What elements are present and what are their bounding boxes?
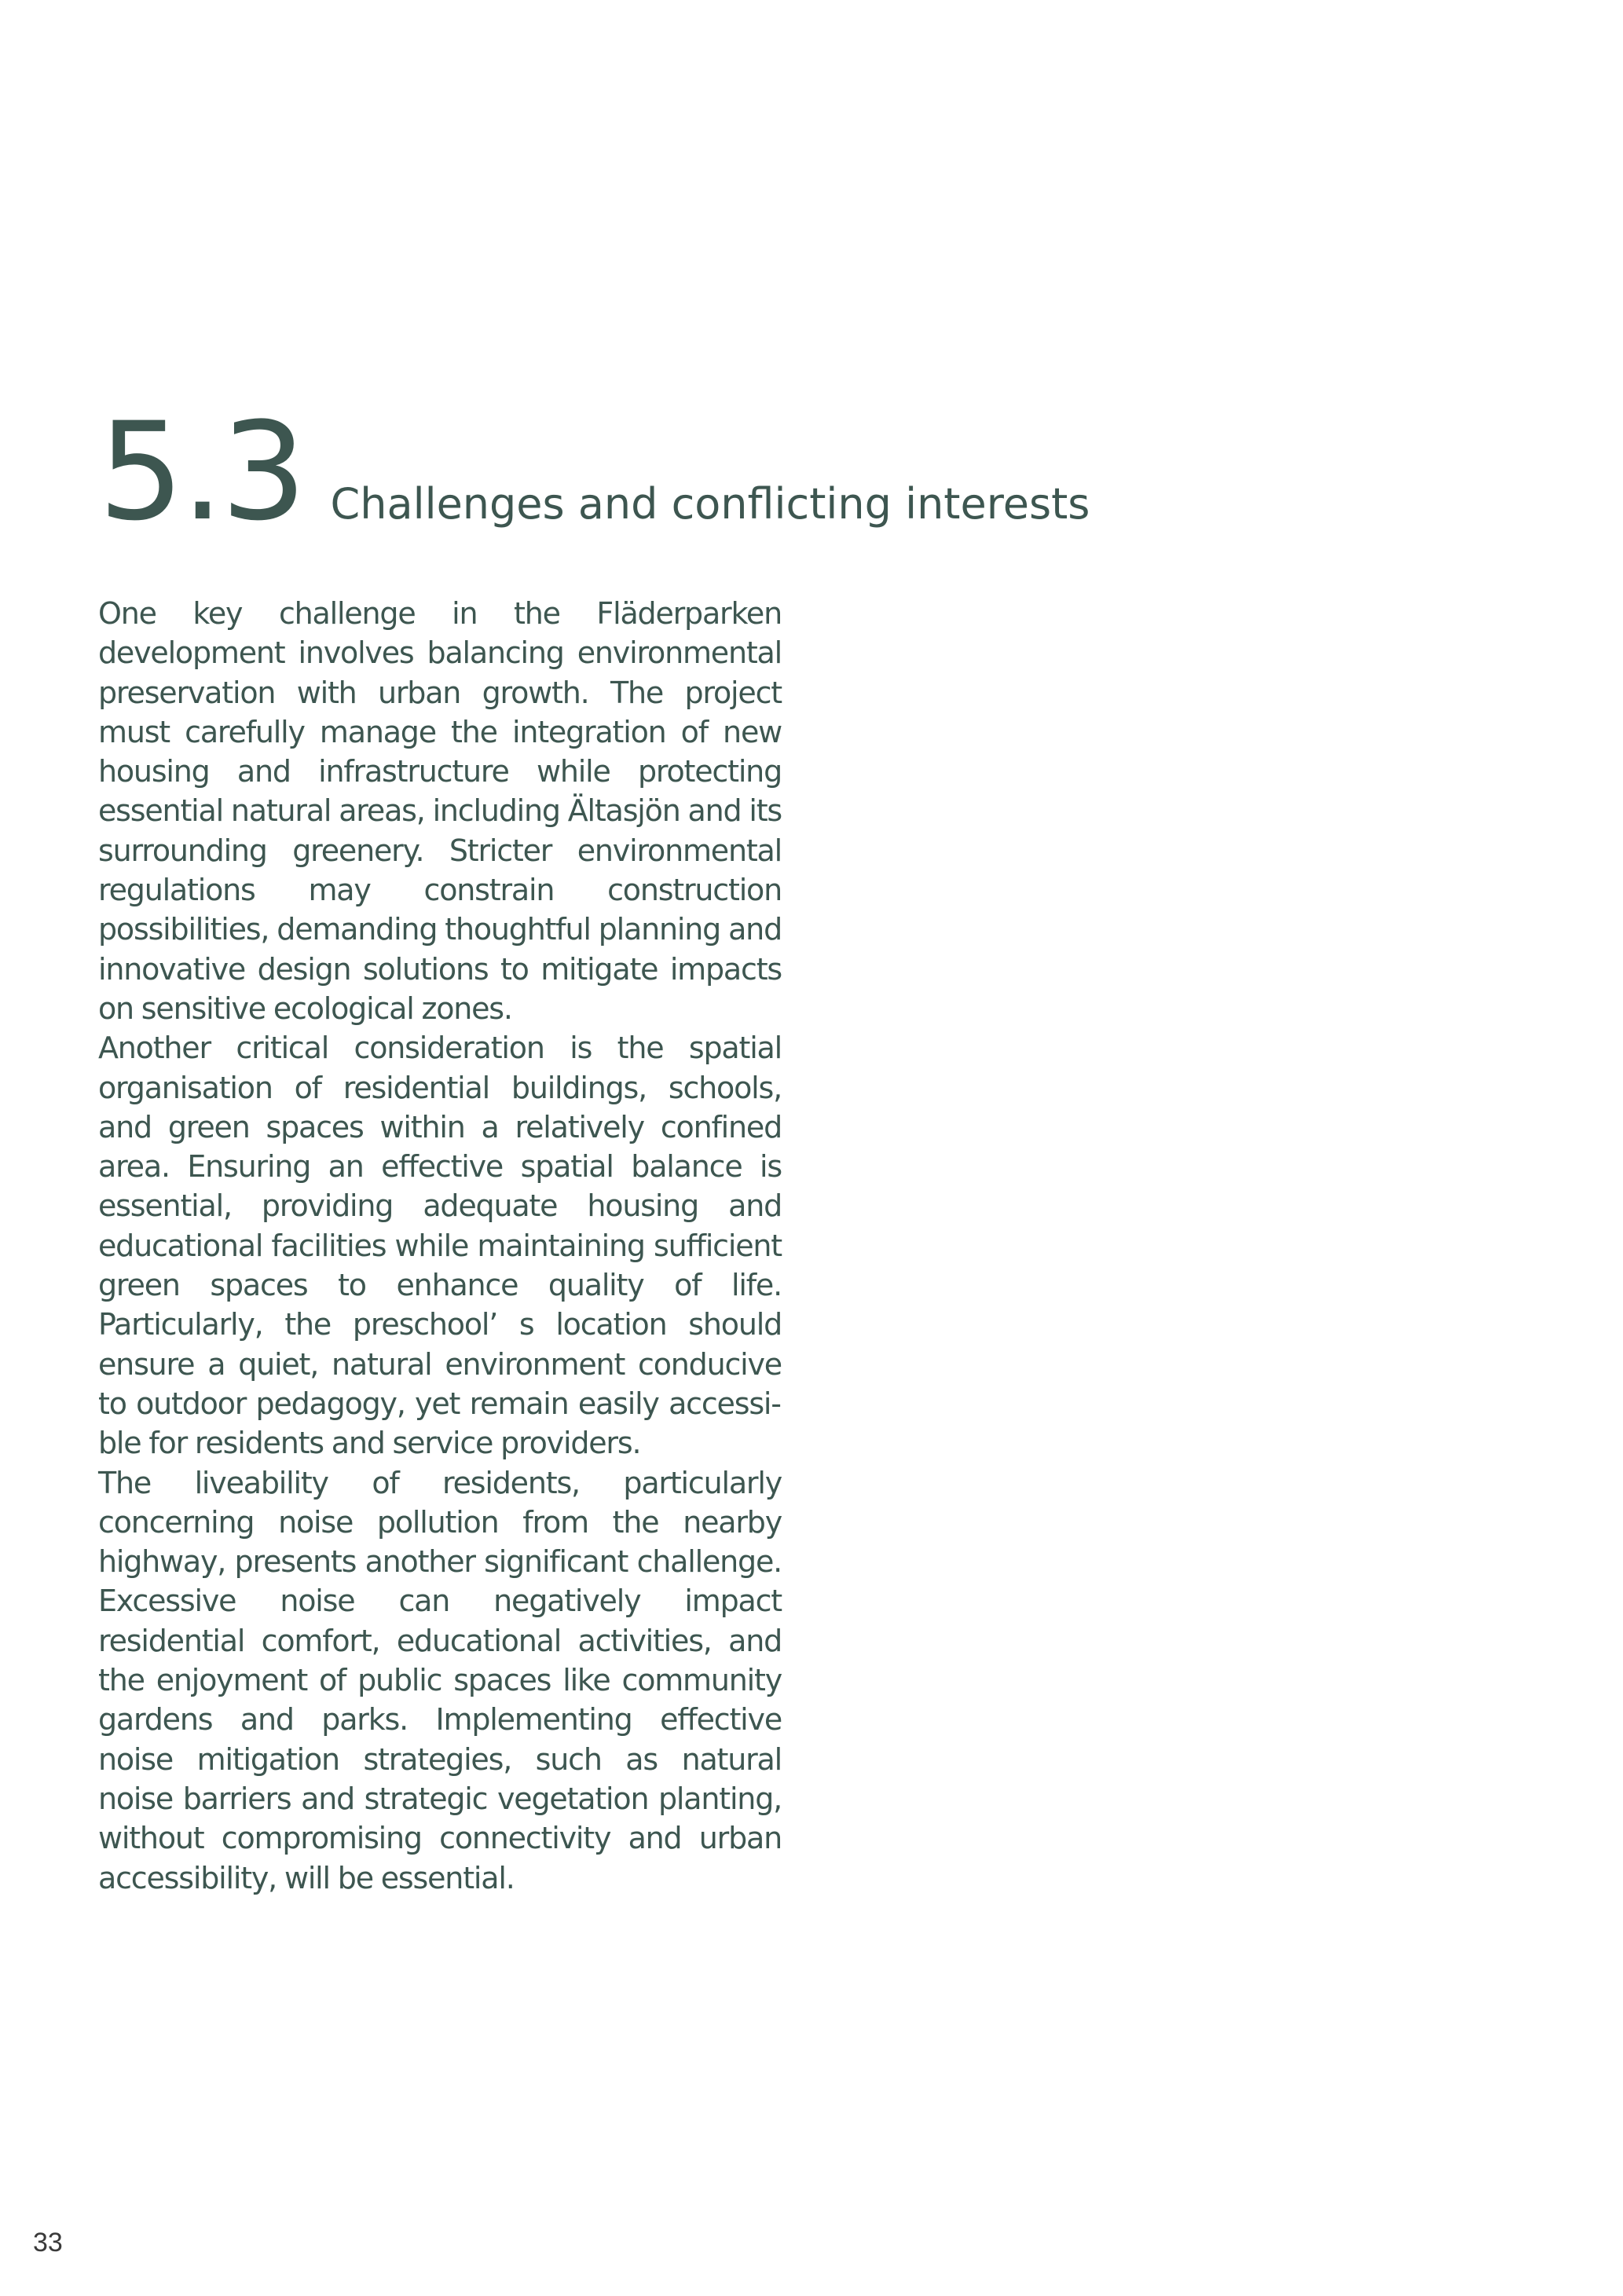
paragraph-spatial-organisation: Another critical consideration is the spatial organisation of residential buildings, schools, and green spaces within a relatively confined area. Ensuring an effective spatial balance is essential, providing adequate housing and educational facilities while maintaining sufficient green spaces to enhance quality of life. Particularly, the preschool’ s location should ensure a quiet, natural environment conducive to outdoor pedagogy, yet remain easily accessible for residents and service providers. [98, 1031, 782, 1461]
section-heading [98, 393, 1090, 551]
body-text [98, 594, 782, 1898]
paragraph-environment: One key challenge in the Fläderparken development involves balancing environmental preservation with urban growth. The project must carefully manage the integration of new housing and infrastructure while protecting essential natural areas, including Ältasjön and its surrounding greenery. Stricter environmental regulations may constrain construction possibilities, demanding thoughtful planning and innovative design solutions to mitigate impacts on sensitive ecological zones. [98, 596, 782, 1026]
page-number: 33 [33, 2228, 63, 2258]
section-number: 5.3 [98, 393, 304, 551]
paragraph-noise: The liveability of residents, particularly concerning noise pollution from the nearby highway, presents another significant challenge. Excessive noise can negatively impact residential comfort, educational activities, and the enjoyment of public spaces like community gardens and parks. Implementing effective noise mitigation strategies, such as natural noise barriers and strategic vegetation planting, without compromising connectivity and urban accessibility, will be essential. [98, 1465, 782, 1895]
section-title: Challenges and conflicting interests [330, 479, 1090, 529]
